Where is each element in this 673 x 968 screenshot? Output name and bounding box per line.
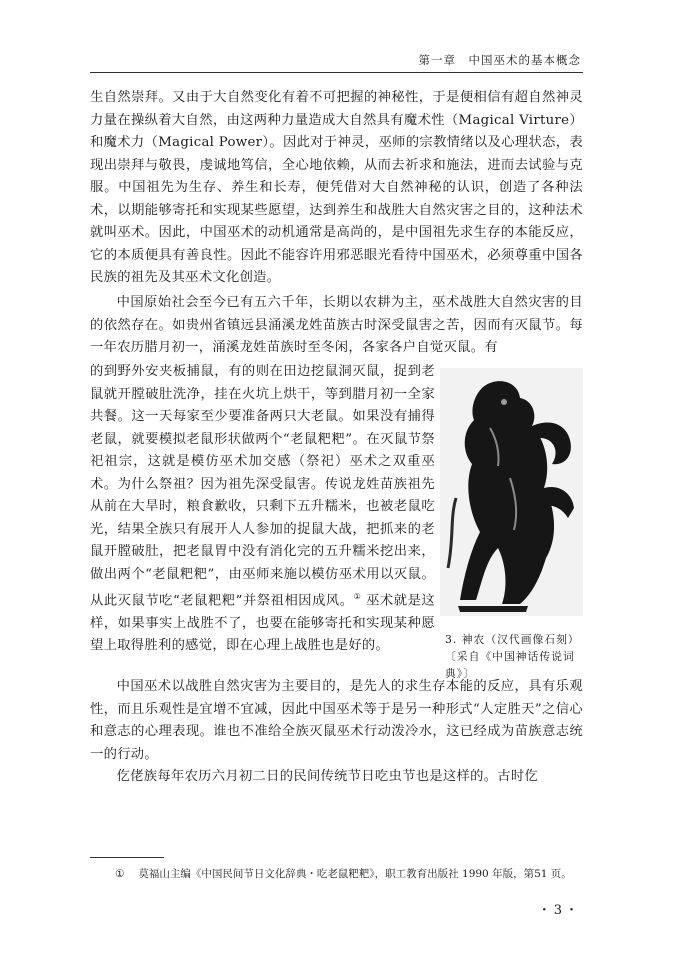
paragraph-2-body: 的到野外安夹板捕鼠，有的则在田边挖鼠洞灭鼠，捉到老鼠就开膛破肚洗净，挂在火坑上烘干，等到腊月初一全家共餐。这一天每家至少要准备两只大老鼠。如果没有捕得老鼠，就要模拟老鼠形状做两个“老鼠粑粑”。在灭鼠节祭祀祖宗，这就是模仿巫术加交感（祭祀）巫术之双重巫术。为什么祭祖？因为祖先深受鼠害。传说龙姓苗族祖先从前在大旱时，粮食歉收，只剩下五升糯米，也被老鼠吃光，结果全族只有展开人人参加的捉鼠大战，把抓来的老鼠开膛破肚，把老鼠胃中没有消化完的五升糯米挖出来，做出两个“老鼠粑粑”，由巫师来施以模仿巫术用以灭鼠。从此灭鼠节吃“老鼠粑粑”并祭祖相因成风。 [90,364,435,609]
after-figure [90,631,583,789]
paragraph-2: 中国原始社会至今已有五六千年，长期以农耕为主，巫术战胜大自然灾害的目的依然存在。如贵州省镇远县涌溪龙姓苗族古时深受鼠害之苦，因而有灭鼠节。每一年农历腊月初一，涌溪龙姓苗族时至冬闲，各家各户自觉灭鼠。有 [90,295,583,355]
paragraph-1: 生自然崇拜。又由于大自然变化有着不可把握的神秘性，于是便相信有超自然神灵力量在操纵着大自然，由这两种力量造成大自然具有魔术性（Magical Virture）和魔术力（Magical Power）。因此对于神灵，巫师的宗教情绪以及心理状态，表现出崇拜与敬畏，虔诚地笃信，全心地依赖，从而去祈求和施法，进而去试验与克服。中国祖先为生存、养生和长寿，便凭借对大自然神秘的认识，创造了各种法术，以期能够寄托和实现某些愿望，达到养生和战胜大自然灾害之目的，这种法术就叫巫术。因此，中国巫术的动机通常是高尚的，是中国祖先求生存的本能反应，它的本质便具有善良性。因此不能容许用邪恶眼光看待中国巫术，必须尊重中国各民族的祖先及其巫术文化创造。 [90,90,583,285]
footnote-rule [90,857,164,858]
figure-shennong [440,368,583,616]
header-rule [90,72,583,73]
stone-carving-image [440,368,583,616]
footnote-text: 莫福山主编《中国民间节日文化辞典・吃老鼠粑粑》，职工教育出版社 1990 年版，第51 页。 [138,868,572,880]
caption-line-2: 〔采自《中国神话传说词典》〕 [445,650,575,680]
paragraph-2-wrapped [90,361,435,658]
footnote [115,866,585,881]
paragraph-2-tail: 巫术就是这样，如果事实上战胜不了，也要在能够寄托和实现某种愿望上取得胜利的感觉，即在心理上战胜也是好的。 [90,593,435,654]
footnote-mark: ① [115,868,125,880]
footnote-ref[interactable]: ① [353,592,362,601]
page-number: ・3・ [537,903,581,918]
paragraph-4: 仡佬族每年农历六月初二日的民间传统节日吃虫节也是这样的。古时仡 [116,769,539,784]
running-header: 第一章 中国巫术的基本概念 [418,53,581,67]
caption-line-1: 3. 神农（汉代画像石刻） [445,633,580,646]
paragraph-3: 中国巫术以战胜自然灾害为主要目的，是先人的求生存本能的反应，具有乐观性，而且乐观性是宜增不宜减，因此中国巫术等于是另一种形式“人定胜天”之信心和意志的心理表现。谁也不准给全族灭鼠巫术行动泼冷水，这已经成为苗族意志统一的行动。 [90,679,583,762]
